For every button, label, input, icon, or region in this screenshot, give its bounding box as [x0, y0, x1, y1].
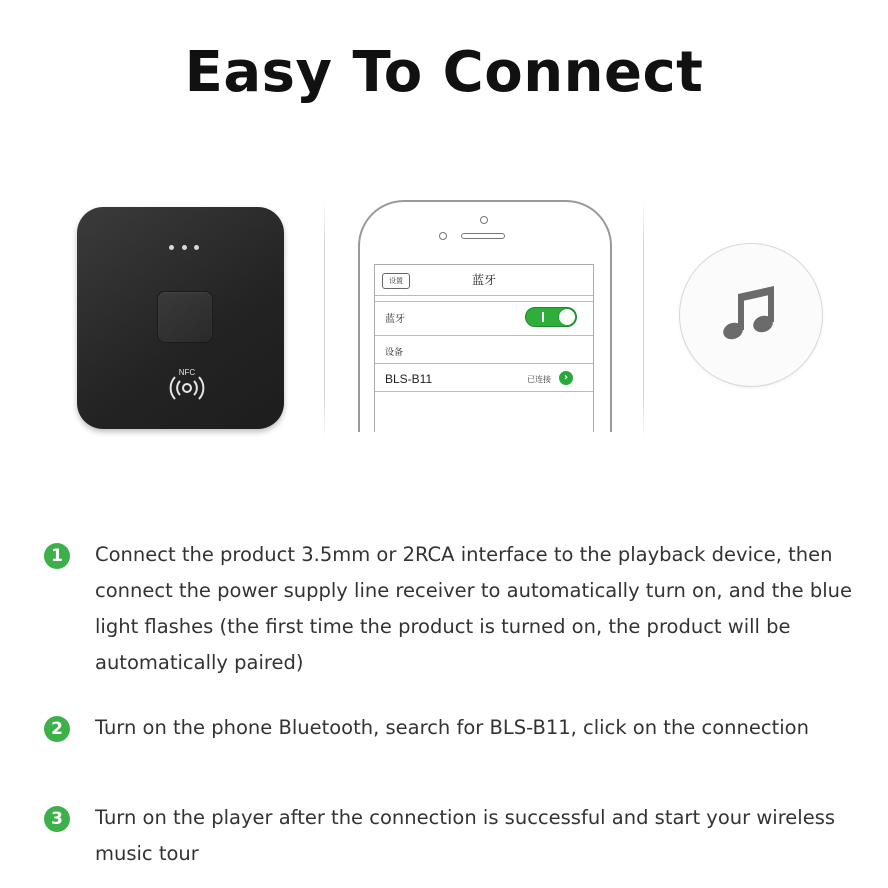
step-text: Turn on the phone Bluetooth, search for BLS-B11, click on the connection: [95, 716, 809, 739]
page-title: Easy To Connect: [184, 40, 704, 105]
devices-label: 设备: [385, 348, 404, 358]
divider: [324, 200, 325, 440]
receiver-device-image: [77, 207, 284, 429]
step-number-badge: 1: [44, 543, 70, 569]
phone-image: [358, 200, 612, 432]
screen-title: 蓝牙: [471, 273, 496, 287]
divider: [643, 200, 644, 440]
device-status: 已连接: [527, 375, 551, 384]
bluetooth-label: 蓝牙: [385, 314, 405, 325]
chevron-right-icon[interactable]: ›: [559, 371, 573, 385]
step-text: Connect the product 3.5mm or 2RCA interface to the playback device, then connect the power supply line receiver to automatically turn on, and the blue light flashes (the first time the product is turned on, the product will be automatically paired): [95, 543, 852, 674]
music-note-icon: [720, 284, 782, 346]
step-text: Turn on the player after the connection is successful and start your wireless music tour: [95, 806, 836, 865]
receiver-button: [157, 291, 213, 343]
device-name[interactable]: BLS-B11: [385, 372, 433, 386]
music-circle: [679, 243, 823, 387]
step-number-badge: 3: [44, 806, 70, 832]
nfc-label: NFC: [178, 368, 196, 377]
camera: [439, 232, 447, 240]
settings-back-button[interactable]: 设置: [382, 273, 410, 289]
indicator-dots: [169, 245, 199, 251]
earpiece: [461, 233, 505, 239]
bluetooth-toggle[interactable]: [525, 307, 577, 327]
phone-screen: [374, 264, 594, 432]
nfc-icon: [167, 375, 207, 401]
step-number-badge: 2: [44, 716, 70, 742]
